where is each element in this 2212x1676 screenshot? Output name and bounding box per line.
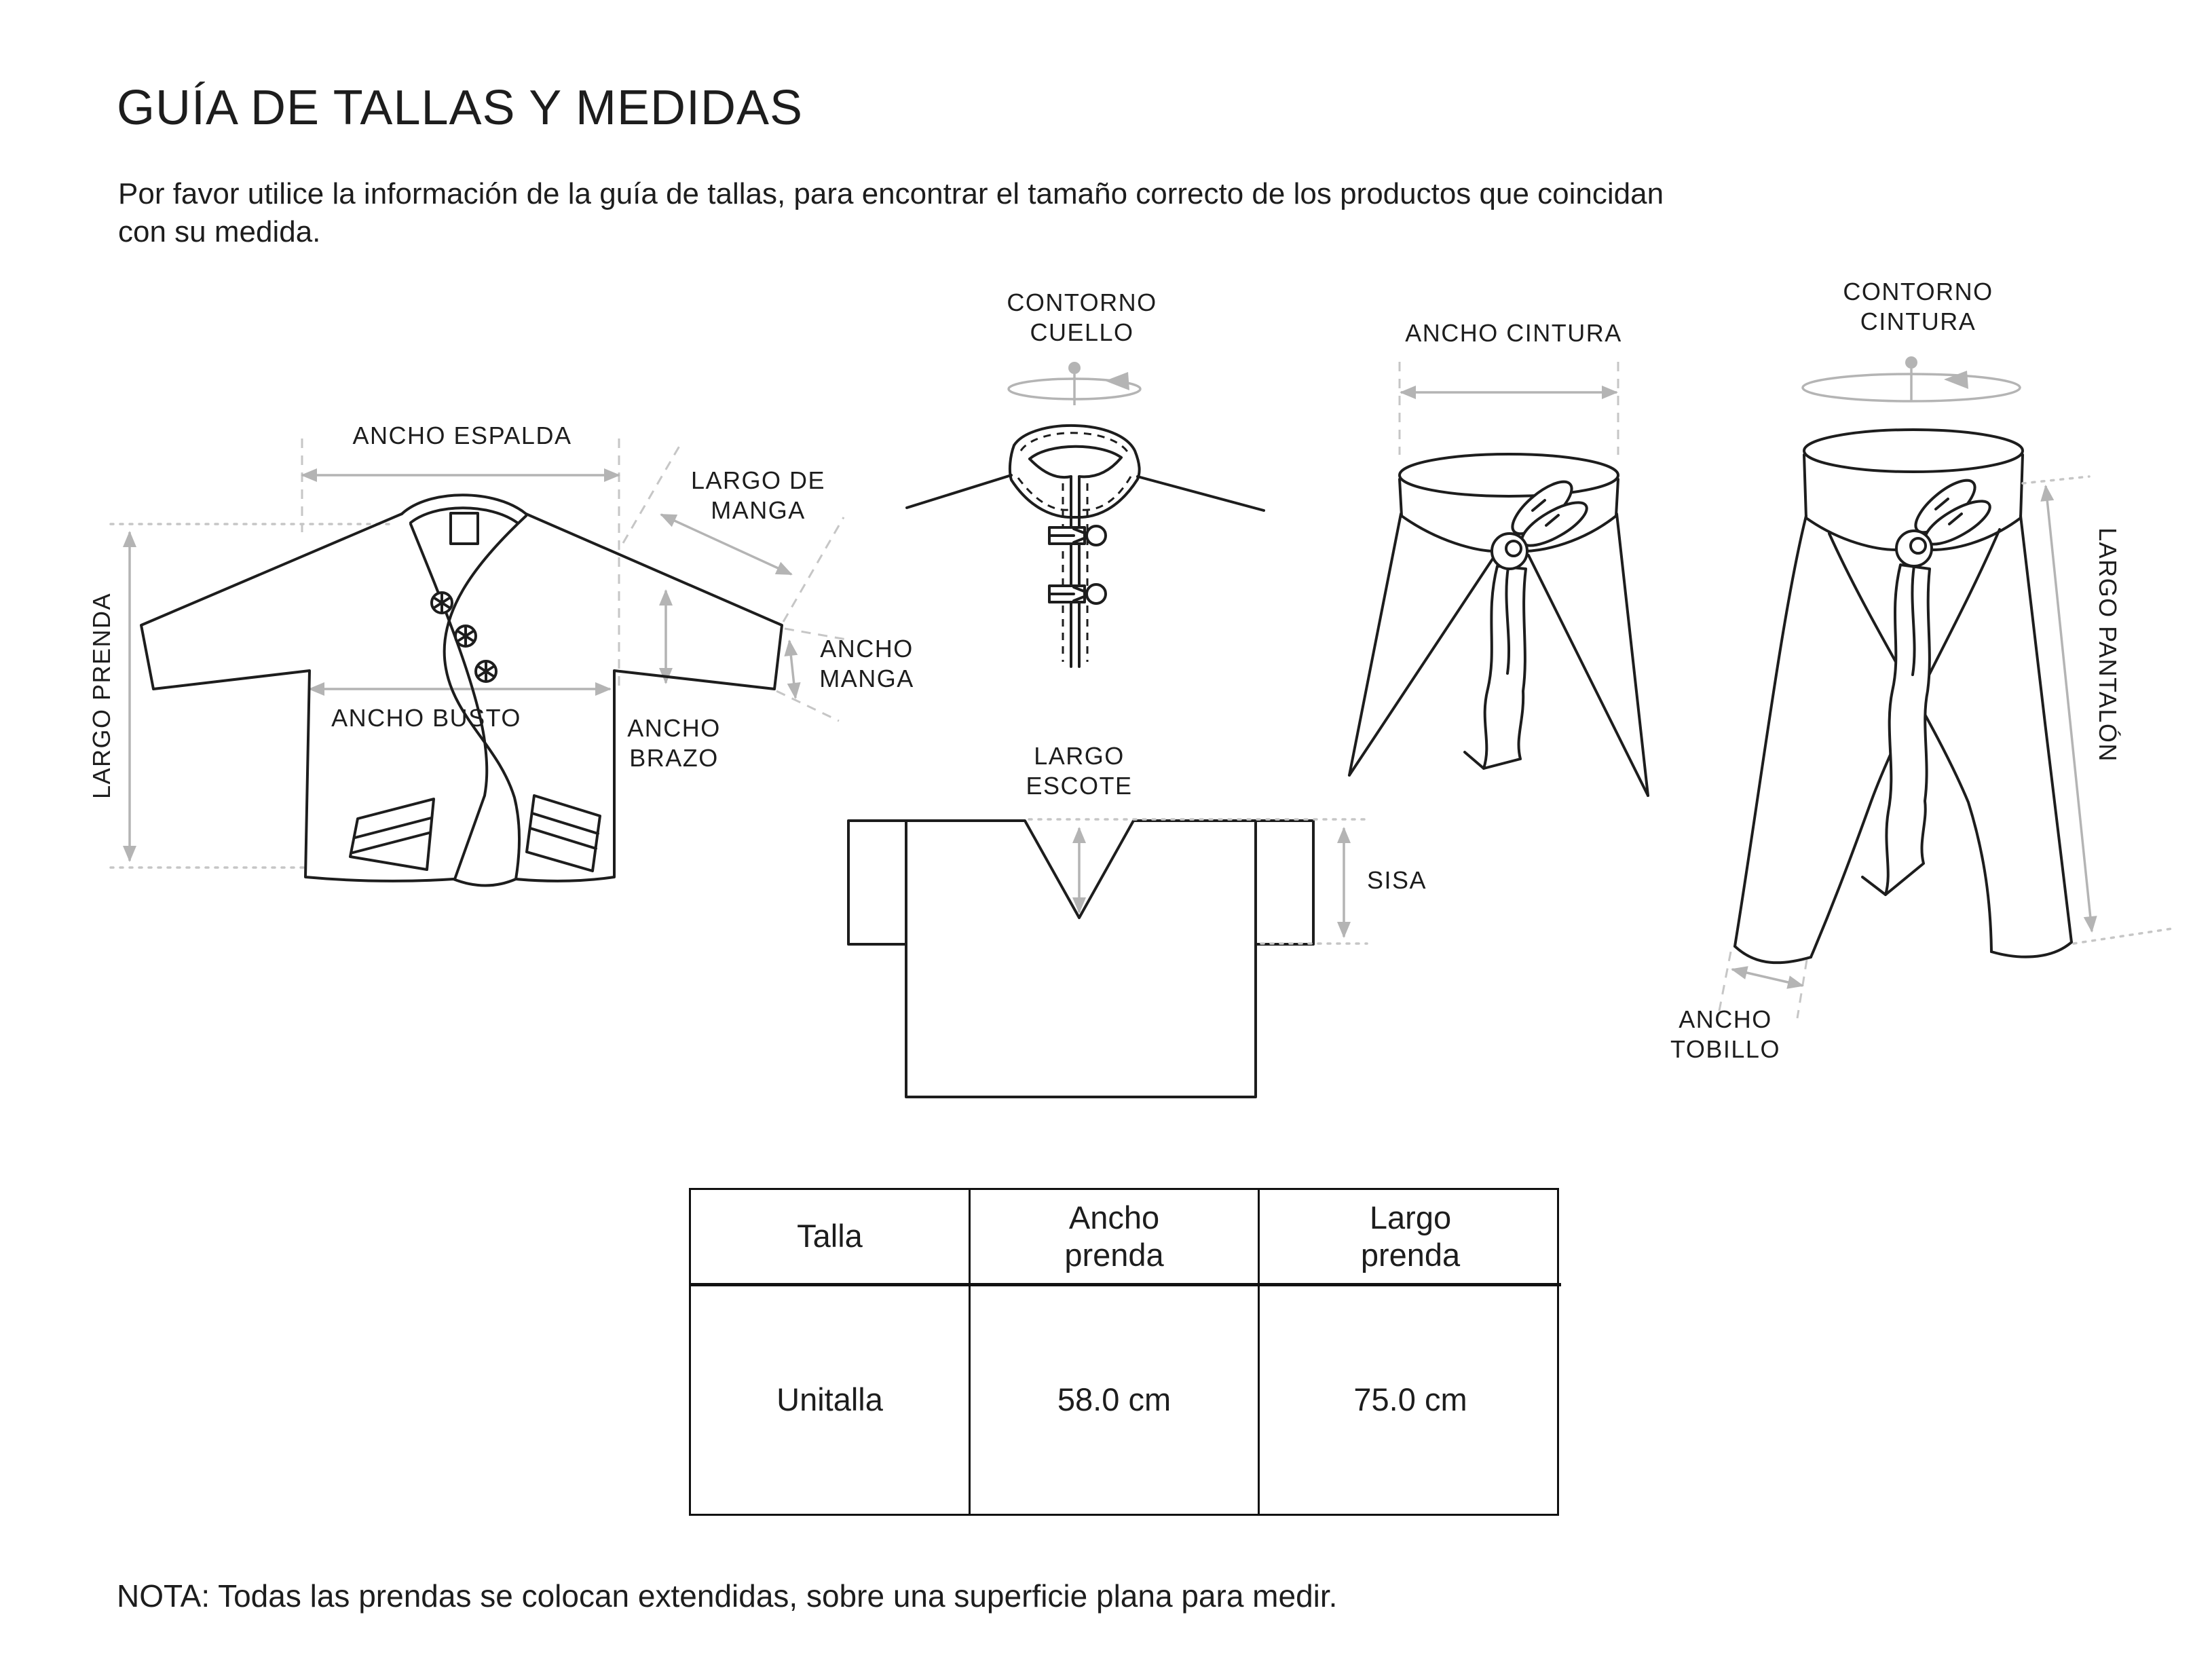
label-ancho-manga: ANCHO MANGA xyxy=(819,635,914,692)
waist-garment xyxy=(1349,454,1648,796)
intro-line-1: Por favor utilice la información de la guía de tallas, para encontrar el tamaño correcto de los productos que coincidan xyxy=(118,177,1664,210)
label-ancho-brazo: ANCHO BRAZO xyxy=(627,714,721,772)
size-table-header-largo-prenda: Largo prenda xyxy=(1260,1190,1561,1286)
size-table-cell-ancho: 58.0 cm xyxy=(971,1286,1260,1514)
pants-garment xyxy=(1735,430,2072,963)
size-table xyxy=(689,1188,1559,1516)
collar-outline xyxy=(907,426,1264,667)
size-table-header-talla: Talla xyxy=(691,1190,971,1286)
collar-rotation-indicator xyxy=(1009,362,1140,405)
label-largo-prenda: LARGO PRENDA xyxy=(88,592,116,800)
label-contorno-cuello: CONTORNO CUELLO xyxy=(1007,288,1157,346)
jacket-outline xyxy=(141,495,782,885)
label-largo-pantalon: LARGO PANTALÓN xyxy=(2093,527,2122,762)
shirt-left-sleeve xyxy=(848,821,906,944)
shirt-body xyxy=(906,821,1256,1097)
page-title: GUÍA DE TALLAS Y MEDIDAS xyxy=(117,81,804,135)
waist-diagram xyxy=(1349,362,1648,796)
jacket-buttons xyxy=(432,593,496,682)
note-text: NOTA: Todas las prendas se colocan extendidas, sobre una superficie plana para medir. xyxy=(117,1578,1338,1614)
label-ancho-busto: ANCHO BUSTO xyxy=(331,704,521,732)
shirt-measure-guides xyxy=(1029,819,1367,944)
label-contorno-cintura: CONTORNO CINTURA xyxy=(1843,278,1993,335)
size-table-cell-largo: 75.0 cm xyxy=(1353,1381,1467,1418)
label-largo-de-manga: LARGO DE MANGA xyxy=(690,466,826,524)
size-table-cell-talla: Unitalla xyxy=(691,1286,971,1514)
collar-toggle-buttons xyxy=(1049,526,1106,603)
intro-line-2: con su medida. xyxy=(118,215,321,249)
label-ancho-tobillo: ANCHO TOBILLO xyxy=(1670,1005,1780,1063)
shirt-diagram xyxy=(848,819,1367,1097)
pants-rotation-indicator xyxy=(1803,356,2020,401)
label-largo-escote: LARGO ESCOTE xyxy=(1026,742,1133,800)
label-ancho-cintura: ANCHO CINTURA xyxy=(1405,319,1622,348)
collar-diagram xyxy=(907,362,1264,667)
size-table-header-ancho-prenda: Ancho prenda xyxy=(971,1190,1260,1286)
label-sisa: SISA xyxy=(1366,866,1427,895)
waist-measure-guides xyxy=(1400,362,1618,455)
label-ancho-espalda: ANCHO ESPALDA xyxy=(352,422,572,450)
shirt-right-sleeve xyxy=(1256,821,1313,944)
